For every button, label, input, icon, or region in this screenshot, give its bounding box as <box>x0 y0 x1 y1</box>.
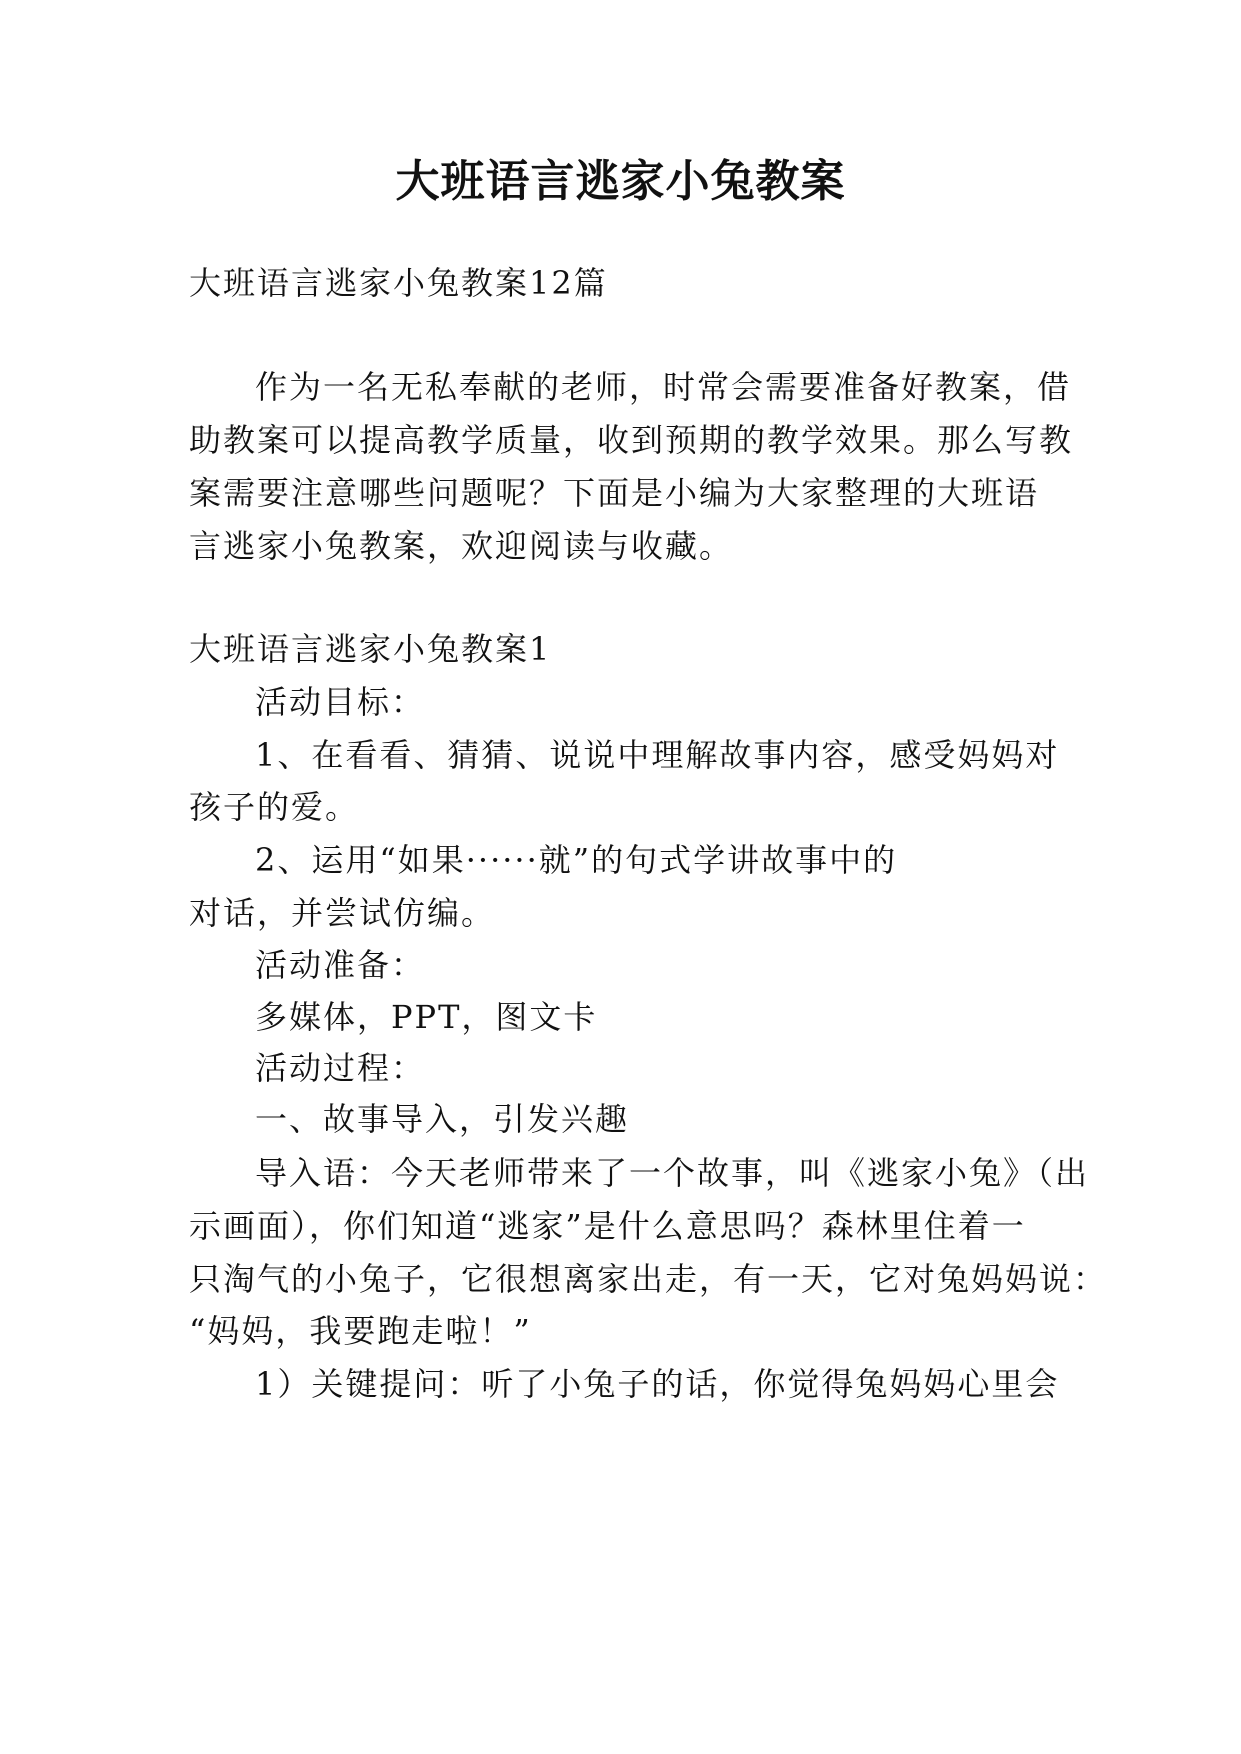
paragraph-line: 活动准备： <box>255 946 426 984</box>
paragraph-line: 孩子的爱。 <box>189 788 360 826</box>
intro-line: 作为一名无私奉献的老师，时常会需要准备好教案，借 <box>255 368 1072 406</box>
intro-line: 言逃家小兔教案，欢迎阅读与收藏。 <box>189 527 734 565</box>
paragraph-line: 2、运用“如果······就”的句式学讲故事中的 <box>255 841 898 879</box>
intro-line: 案需要注意哪些问题呢？下面是小编为大家整理的大班语 <box>189 474 1040 512</box>
section-heading: 大班语言逃家小兔教案1 <box>189 630 552 668</box>
paragraph-line: 一、故事导入，引发兴趣 <box>255 1100 630 1138</box>
paragraph-line: 活动目标： <box>255 683 426 721</box>
paragraph-line: 对话，并尝试仿编。 <box>189 894 496 932</box>
paragraph-line: 活动过程： <box>255 1049 426 1087</box>
paragraph-line: 示画面），你们知道“逃家”是什么意思吗？森林里住着一 <box>189 1207 1026 1245</box>
document-title: 大班语言逃家小兔教案 <box>395 156 846 207</box>
document-subtitle: 大班语言逃家小兔教案12篇 <box>189 264 608 302</box>
paragraph-line: 导入语：今天老师带来了一个故事，叫《逃家小兔》（出 <box>255 1154 1090 1192</box>
intro-line: 助教案可以提高教学质量，收到预期的教学效果。那么写教 <box>189 421 1074 459</box>
paragraph-line: 1）关键提问：听了小兔子的话，你觉得兔妈妈心里会 <box>255 1365 1060 1403</box>
paragraph-line: 只淘气的小兔子，它很想离家出走，有一天，它对兔妈妈说： <box>189 1260 1108 1298</box>
paragraph-line: 1、在看看、猜猜、说说中理解故事内容，感受妈妈对 <box>255 736 1060 774</box>
paragraph-line: 多媒体，PPT，图文卡 <box>255 998 598 1036</box>
paragraph-line: “妈妈，我要跑走啦！” <box>189 1312 532 1350</box>
